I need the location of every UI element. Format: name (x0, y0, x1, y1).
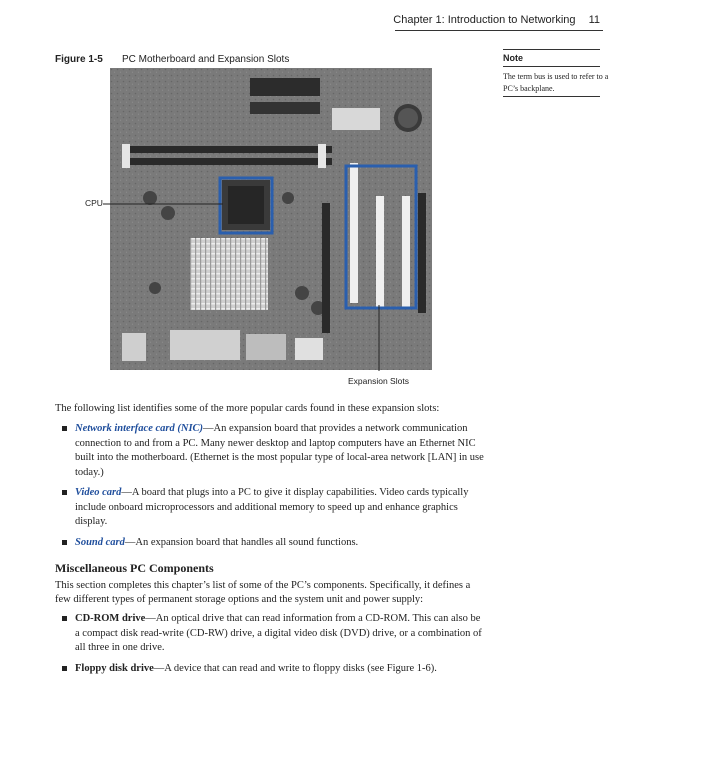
cpu-callout-label: CPU (85, 198, 103, 208)
components-list (62, 612, 487, 682)
list-item (62, 536, 487, 551)
term-floppy-disk-drive: Floppy disk drive (75, 662, 154, 674)
bullet-marker (62, 616, 67, 621)
term-description: —A device that can read and write to floppy disks (see Figure 1-6). (153, 662, 437, 674)
note-bottom-rule (503, 96, 600, 97)
list-item (62, 422, 487, 480)
term-cd-rom-drive: CD-ROM drive (75, 613, 146, 624)
motherboard-image (110, 68, 432, 370)
bullet-marker (62, 540, 67, 545)
bullet-marker (62, 490, 67, 495)
running-header (393, 14, 600, 26)
term-description: —An expansion board that provides a network communication connection to and from a PC. Many newer desktop and laptop computers have an Ethernet NIC built into the motherboard. (Ethernet is the most popular type of local-area network [LAN] in use today.) (75, 423, 484, 478)
chapter-title: Chapter 1: Introduction to Networking (393, 14, 576, 26)
note-text: The term bus is used to refer to a PC’s backplane. (503, 72, 609, 93)
list-item (62, 662, 487, 677)
header-rule (395, 30, 603, 31)
note-heading: Note (503, 53, 523, 63)
term-link-nic[interactable]: Network interface card (NIC) (75, 423, 204, 434)
intro-paragraph: The following list identifies some of the more popular cards found in these expansion slots: (55, 403, 440, 414)
term-description: —An expansion board that handles all sound functions. (124, 536, 359, 548)
figure-title: PC Motherboard and Expansion Slots (122, 54, 290, 65)
list-item (62, 612, 487, 656)
bullet-marker (62, 666, 67, 671)
cards-list (62, 422, 487, 556)
term-link-video-card[interactable]: Video card (75, 487, 122, 498)
term-link-sound-card[interactable]: Sound card (75, 536, 125, 548)
figure-number: Figure 1-5 (55, 54, 103, 65)
page-number: 11 (588, 14, 600, 26)
section-intro: This section completes this chapter’s list of some of the PC’s components. Specifically, it defines a few different types of permanent storage options and the system unit and power supply: (55, 580, 471, 605)
section-heading: Miscellaneous PC Components (55, 561, 214, 575)
note-mid-rule (503, 66, 600, 67)
bullet-marker (62, 426, 67, 431)
note-top-rule (503, 49, 600, 50)
list-item (62, 486, 487, 530)
cpu-callout-line (103, 203, 223, 205)
term-description: —A board that plugs into a PC to give it display capabilities. Video cards typically include onboard microprocessors and additional memory to speed up and enhance graphics display. (75, 487, 469, 527)
term-description: —An optical drive that can read information from a CD-ROM. This can also be a compact disk read-write (CD-RW) drive, a digital video disk (DVD) drive, or a combination of all three in one drive. (75, 613, 482, 653)
slots-callout-label: Expansion Slots (348, 376, 409, 386)
slots-callout-line (378, 305, 380, 371)
